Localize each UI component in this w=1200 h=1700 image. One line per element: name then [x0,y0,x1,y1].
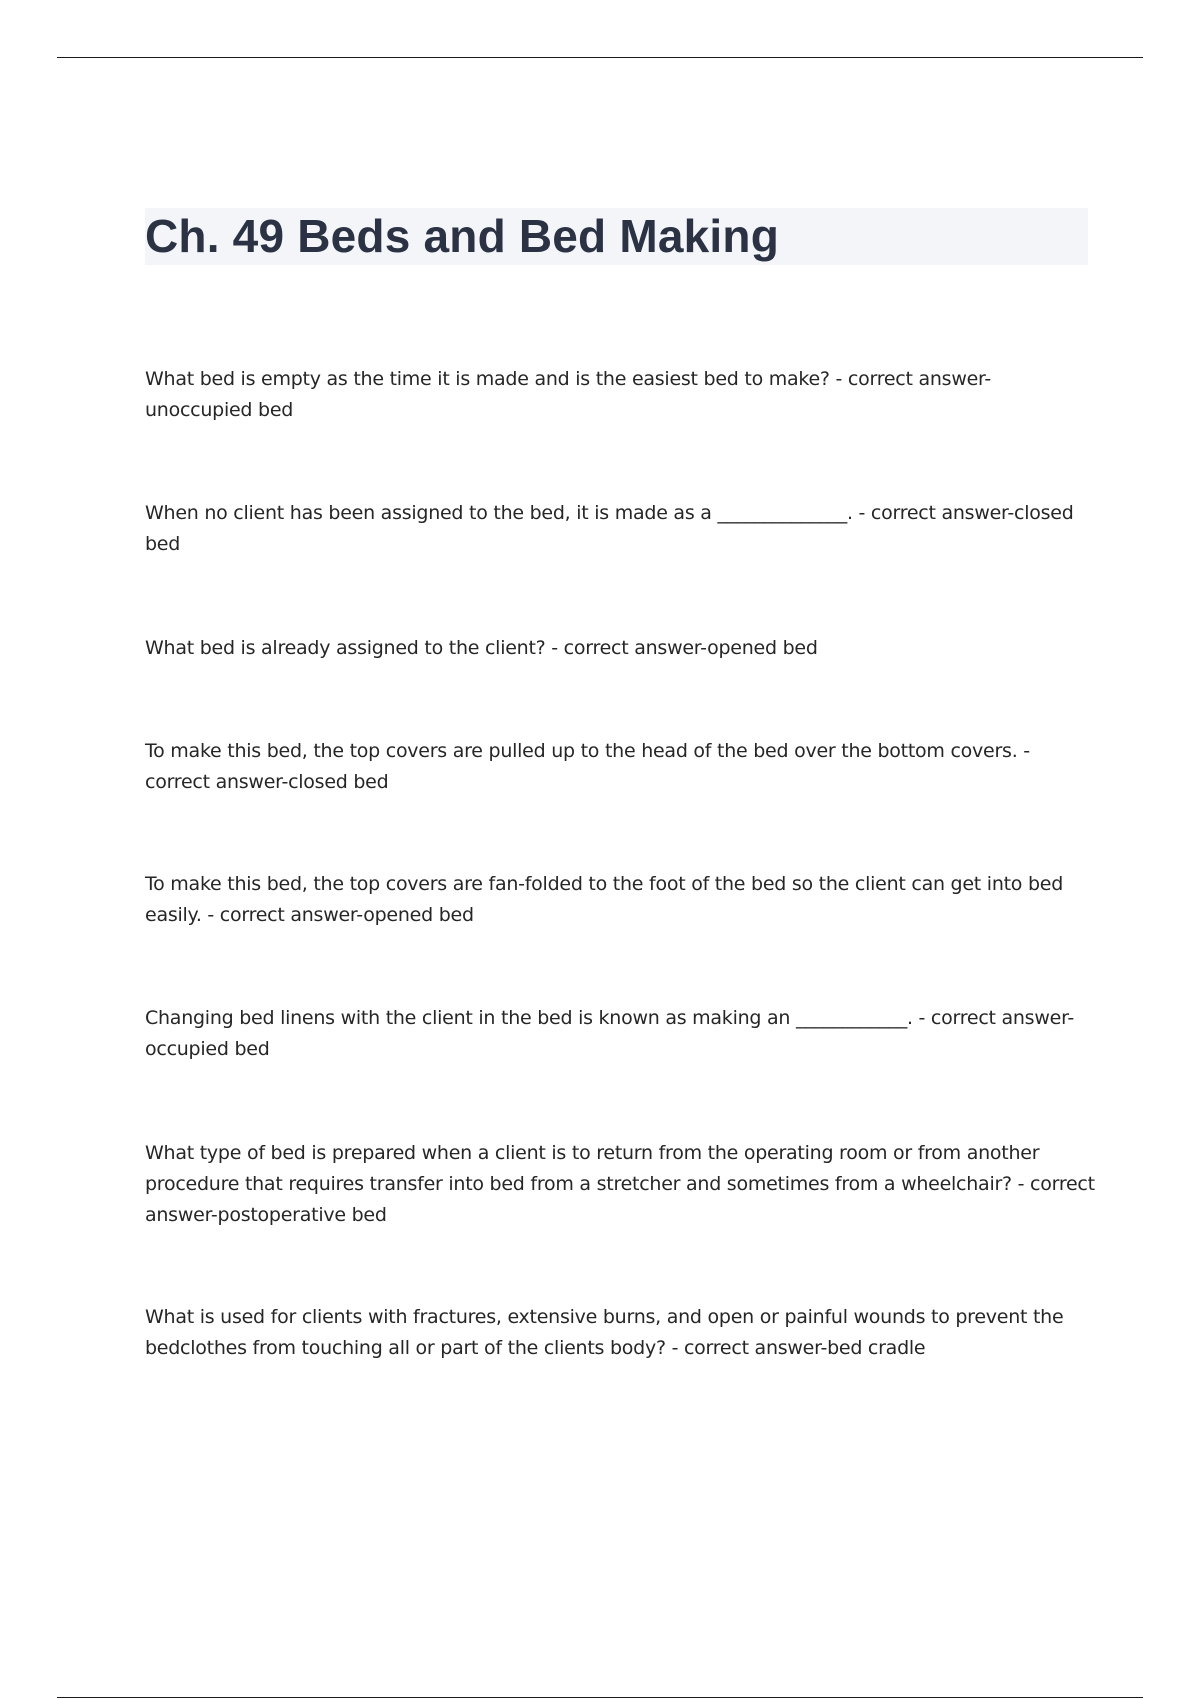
qa-item: Changing bed linens with the client in the bed is known as making an ____________. - correct answer-occupied bed [145,1007,1075,1060]
qa-item: What type of bed is prepared when a client is to return from the operating room or from another procedure that requires transfer into bed from a stretcher and sometimes from a wheelchair? - correct answer-postoperative bed [145,1142,1095,1226]
qa-item: What is used for clients with fractures, extensive burns, and open or painful wounds to prevent the bedclothes from touching all or part of the clients body? - correct answer-bed cradle [145,1306,1064,1359]
qa-item: To make this bed, the top covers are fan-folded to the foot of the bed so the client can get into bed easily. - correct answer-opened bed [145,873,1064,926]
qa-item: When no client has been assigned to the bed, it is made as a ______________. - correct answer-closed bed [145,502,1074,555]
footer-rule [57,1697,1143,1698]
qa-item: To make this bed, the top covers are pulled up to the head of the bed over the bottom covers. - correct answer-closed bed [145,740,1030,793]
header-rule [57,57,1143,58]
page-title: Ch. 49 Beds and Bed Making [145,210,779,262]
qa-item: What bed is empty as the time it is made and is the easiest bed to make? - correct answer-unoccupied bed [145,368,992,421]
qa-item: What bed is already assigned to the client? - correct answer-opened bed [145,637,818,659]
